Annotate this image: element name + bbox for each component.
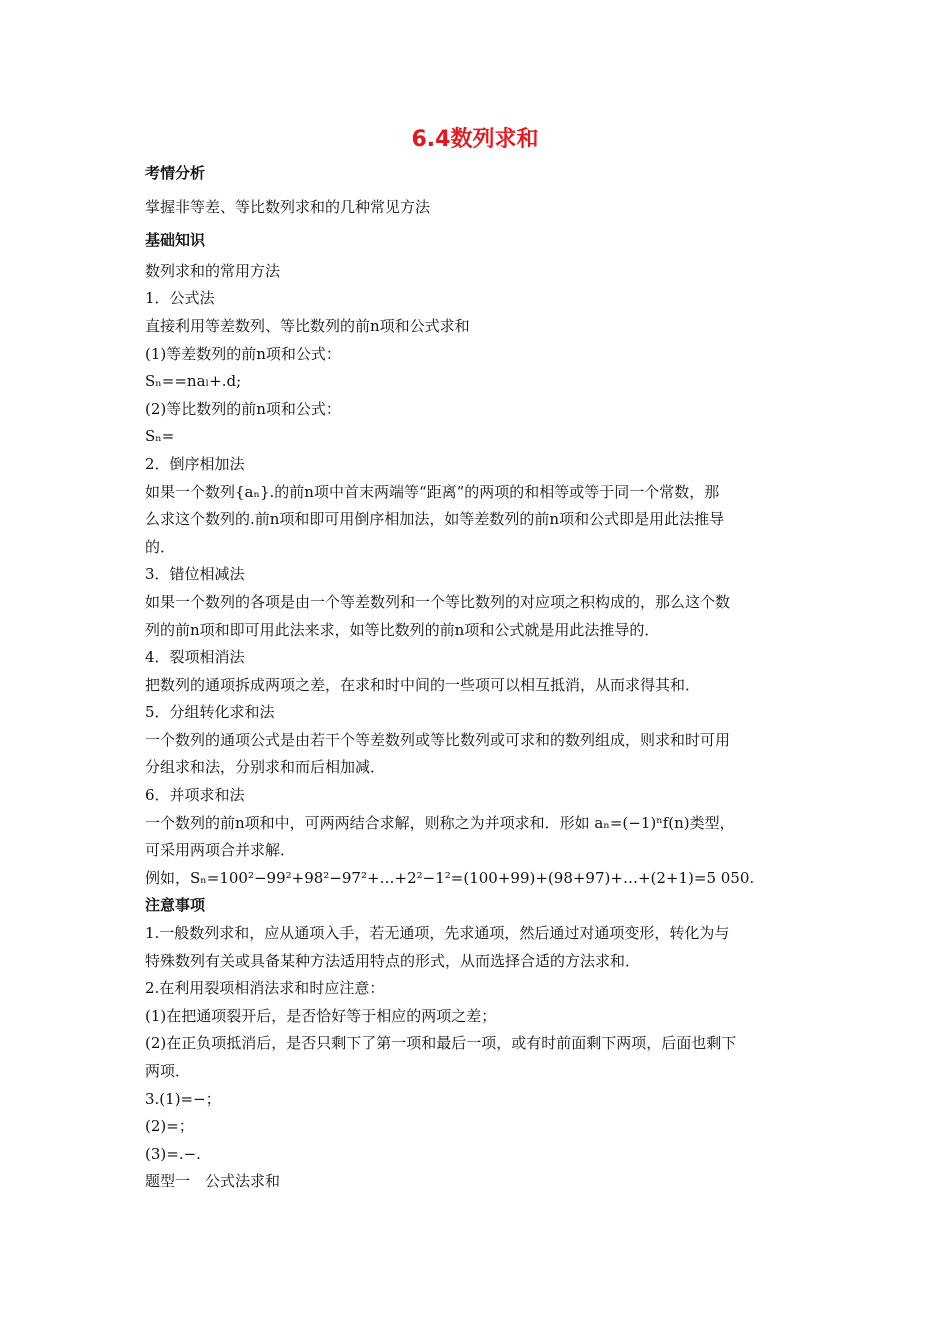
text-line: 一个数列的通项公式是由若干个等差数列或等比数列或可求和的数列组成，则求和时可用 <box>145 730 731 749</box>
text-line: 1．公式法 <box>145 289 215 308</box>
text-line: 两项． <box>145 1062 191 1080</box>
text-line: 把数列的通项拆成两项之差，在求和时中间的一些项可以相互抵消，从而求得其和． <box>145 675 701 694</box>
text-line: 2．倒序相加法 <box>145 454 245 473</box>
text-line: (2)等比数列的前n项和公式： <box>145 399 341 418</box>
text-line: 6．并项求和法 <box>145 786 245 805</box>
text-line: (1)等差数列的前n项和公式： <box>145 344 341 363</box>
text-line: 题型一 公式法求和 <box>145 1172 281 1191</box>
text-line: (3)=.−. <box>145 1144 201 1163</box>
text-line: 一个数列的前n项和中，可两两结合求解，则称之为并项求和．形如 aₙ=(−1)ⁿf(n)类型， <box>145 813 735 832</box>
text-line: 如果一个数列的各项是由一个等差数列和一个等比数列的对应项之积构成的，那么这个数 <box>145 592 731 611</box>
document-body <box>145 160 810 1196</box>
text-line: 的． <box>145 537 176 556</box>
text-line: 1.一般数列求和，应从通项入手，若无通项，先求通项，然后通过对通项变形，转化为与 <box>145 924 730 943</box>
text-line: 么求这个数列的.前n项和即可用倒序相加法，如等差数列的前n项和公式即是用此法推导 <box>145 510 725 529</box>
text-line: 3.(1)=−； <box>145 1089 221 1108</box>
text-line: 例如，Sₙ=100²−99²+98²−97²+…+2²−1²=(100+99)+(98+97)+…+(2+1)=5 050. <box>145 868 755 887</box>
text-line: 3．错位相减法 <box>145 565 245 584</box>
text-line: 分组求和法，分别求和而后相加减． <box>145 758 386 777</box>
text-line: 掌握非等差、等比数列求和的几种常见方法 <box>145 197 431 216</box>
section-heading: 注意事项 <box>145 896 206 915</box>
text-line: 直接利用等差数列、等比数列的前n项和公式求和 <box>145 316 470 335</box>
text-line: 2.在利用裂项相消法求和时应注意： <box>145 979 385 998</box>
text-line: Sₙ= <box>145 427 175 446</box>
text-line: 列的前n项和即可用此法来求，如等比数列的前n项和公式就是用此法推导的． <box>145 620 660 639</box>
text-line: 特殊数列有关或具备某种方法适用特点的形式，从而选择合适的方法求和． <box>145 951 641 970</box>
page-title: 6.4数列求和 <box>411 127 539 152</box>
text-line: 如果一个数列{aₙ}.的前n项中首末两端等“距离”的两项的和相等或等于同一个常数，那 <box>145 482 720 501</box>
text-line: 数列求和的常用方法 <box>145 261 281 280</box>
section-heading: 考情分析 <box>145 164 206 182</box>
text-line: (2)在正负项抵消后，是否只剩下了第一项和最后一项，或有时前面剩下两项，后面也剩下 <box>145 1034 737 1053</box>
text-line: Sₙ==naₗ+.d; <box>145 372 242 391</box>
section-heading: 基础知识 <box>145 231 206 250</box>
text-line: (1)在把通项裂开后，是否恰好等于相应的两项之差； <box>145 1006 497 1025</box>
text-line: 4．裂项相消法 <box>145 648 245 667</box>
text-line: (2)=； <box>145 1117 194 1136</box>
text-line: 5．分组转化求和法 <box>145 703 275 722</box>
text-line: 可采用两项合并求解． <box>145 841 296 860</box>
